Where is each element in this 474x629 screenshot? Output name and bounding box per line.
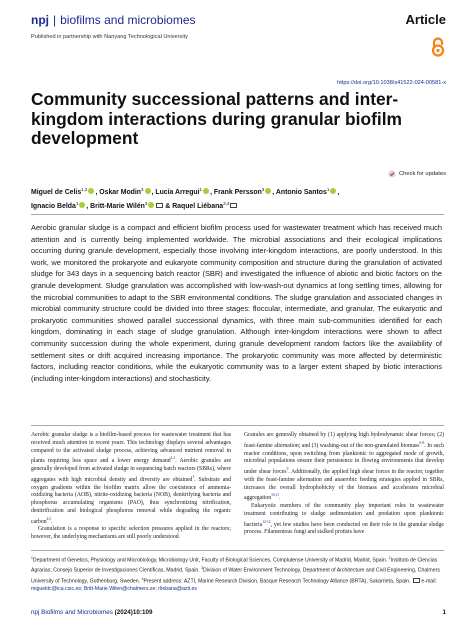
author-name: Miguel de Celis — [31, 189, 82, 196]
author-item[interactable]: Frank Persson$^3$ , — [213, 187, 275, 196]
orcid-icon[interactable] — [265, 188, 271, 194]
article-title: Community successional patterns and inter-kingdom interactions during granular biofilm development — [31, 89, 403, 149]
divider — [31, 214, 444, 215]
journal-header — [31, 13, 196, 27]
divider — [31, 550, 444, 551]
journal-name[interactable]: biofilms and microbiomes — [60, 13, 196, 27]
author-affiliation-ref: 3,4 — [223, 201, 230, 207]
body-paragraph: Granulation is a response to specific selection pressures applied in the reactors; however, the underlying mechanisms are still poorly understood. — [31, 526, 231, 541]
author-affiliation-ref: 3 — [261, 187, 265, 192]
open-access-icon[interactable] — [430, 37, 446, 57]
author-item[interactable]: Oskar Modin$^3$ , — [99, 187, 154, 196]
author-item[interactable]: Lucía Arregui$^1$ , — [155, 187, 212, 196]
page-footer — [31, 609, 152, 616]
divider — [31, 425, 444, 426]
author-affiliation-ref: 1,2 — [81, 187, 88, 192]
orcid-icon[interactable] — [145, 188, 151, 194]
author-name: Oskar Modin — [99, 189, 142, 196]
author-name: Antonio Santos — [275, 189, 327, 196]
citation-ref[interactable]: 12-14 — [262, 519, 271, 524]
author-list — [31, 184, 441, 213]
journal-npj: npj — [31, 13, 49, 27]
citation-ref[interactable]: 10,11 — [271, 493, 280, 498]
doi-link[interactable]: https://doi.org/10.1038/s41522-024-00581-x — [337, 80, 446, 86]
article-type-label: Article — [405, 12, 446, 27]
body-column-right — [244, 432, 444, 537]
orcid-icon[interactable] — [88, 188, 94, 194]
orcid-icon[interactable] — [148, 202, 154, 208]
body-paragraph: Granules are generally obtained by (1) applying high hydrodynamic shear forces; (2) feast-famine alternation; and (3) washing-out of the non-granulated biomass$^{6-8}$. In such reactor conditions, upon switching from planktonic to aggregated mode of growth, microbial populations ensure their persistence in flowing environments that develop under shear forces$^9$. Additionally, the applied high shear forces in the reactor, together with the feast-famine alternation and anaerobic feeding strategies applied in SBRs, increases the overall hydrophobicity of the biomass and accelerates microbial aggregation$^{10,11}$. — [244, 432, 444, 502]
affiliation-2: Instituto de Ciencias Agrarias; Consejo Superior de Investigaciones Científicas, Madrid, Spain. — [31, 557, 438, 575]
email-icon[interactable] — [230, 203, 237, 208]
author-item[interactable]: Britt-Marie Wilén$^3$ & — [90, 201, 171, 211]
email-icon — [413, 578, 420, 583]
author-item[interactable] — [172, 203, 237, 210]
author-item[interactable]: Ignacio Belda$^1$ , — [31, 201, 89, 211]
author-affiliation-ref: 3 — [141, 187, 144, 192]
check-updates-button[interactable] — [388, 170, 446, 178]
corresponding-emails[interactable]: migueldc@ica.csic.es; Britt-Marie.Wilen@chalmers.se; rliebana@azti.es — [31, 586, 197, 593]
orcid-icon[interactable] — [203, 188, 209, 194]
citation-ref[interactable]: 1,2 — [170, 456, 176, 461]
page-number: 1 — [442, 609, 446, 616]
citation-ref[interactable]: 9 — [286, 467, 289, 472]
partnership-note: Published in partnership with Nanyang Technological University — [31, 34, 188, 40]
author-name: Britt-Marie Wilén — [90, 203, 145, 211]
author-name: Raquel Liébana — [172, 203, 224, 211]
body-column-left — [31, 432, 231, 542]
affiliation-4: Present address: AZTI, Marine Research Division, Basque Research Technology Alliance (BRTA), Sukarrieta, Spain. — [143, 578, 411, 585]
author-affiliation-ref: 1 — [326, 187, 330, 192]
author-affiliation-ref: 1 — [199, 187, 203, 192]
orcid-icon[interactable] — [79, 202, 85, 208]
citation-ref[interactable]: 3 — [192, 474, 195, 479]
affiliations: $^1$Department of Genetics, Physiology and Microbiology, Microbiology Unit, Faculty of Biological Sciences, Complutense University of Madrid, Madrid, Spain. $^2$Instituto de Ciencias Agrarias; Consejo Superior de Investigaciones Científicas, Madrid, Spain. $^3$Division of Water Environment Technology, Department of Architecture and Civil Engineering, Chalmers University of Technology, Gothenburg, Sweden. $^4$Present address: AZTI, Marine Research Division, Basque Research Technology Alliance (BRTA), Sukarrieta, Spain. e-mail: migueldc@ica.csic.es; Britt-Marie.Wilen@chalmers.se; rliebana@azti.es — [31, 556, 440, 593]
author-affiliation-ref: 1 — [75, 201, 79, 207]
journal-separator: | — [53, 13, 57, 27]
author-name: Ignacio Belda — [31, 203, 76, 211]
footer-volume: (2024)10:109 — [114, 609, 153, 616]
author-affiliation-ref: 3 — [144, 201, 148, 207]
citation-ref[interactable]: 4,5 — [46, 516, 52, 521]
footer-journal[interactable]: npj Biofilms and Microbiomes — [31, 609, 113, 616]
check-updates-label: Check for updates — [398, 171, 446, 177]
abstract-text: Aerobic granular sludge is a compact and efficient biofilm process used for wastewater treatment which has received much attention and is currently being implemented worldwide. The microbial associations and their ecological implications occurring during granule development, especially those involving inter-kingdom interactions, are poorly understood. In this work, we monitored the prokaryote and eukaryote community composition and structure during the granulation of activated sludge for 343 days in a sequencing batch reactor (SBR) and investigated the influence of abiotic and biotic factors on the granule development. Sludge granulation was accomplished with low-wash-out dynamics at long settling times, allowing for the microbial communities to adapt to the SBR environmental conditions. The sludge granulation and associated changes in microbial community structure could be divided into three stages: floccular, intermediate, and granular. The eukaryotic and prokaryotic communities showed parallel successional dynamics, with three main sub-communities identified for each kingdom, dominating in each stage of sludge granulation. Although inter-kingdom interactions were shown to affect community succession during the whole experiment, during granule development random factors like the availability of settlement sites or drift acquired increasing importance. The prokaryotic community was more affected by deterministic factors, including reactor conditions, while the eukaryotic community was to a larger extent shaped by biotic interactions (including inter-kingdom interactions) and stochasticity. — [31, 223, 442, 383]
email-label: e-mail: — [421, 578, 437, 585]
author-item[interactable]: Miguel de Celis$^{1,2}$ , — [31, 187, 98, 196]
affiliation-1: Department of Genetics, Physiology and Microbiology, Microbiology Unit, Faculty of Biological Sciences, Complutense University of Madrid, Madrid, Spain. — [32, 557, 388, 564]
author-name: Lucía Arregui — [155, 189, 200, 196]
check-updates-icon — [388, 170, 396, 178]
orcid-icon[interactable] — [330, 188, 336, 194]
affiliation-3: Division of Water Environment Technology, Department of Architecture and Civil Engineering, Chalmers University of Technology, Gothenburg, Sweden. — [31, 568, 440, 585]
citation-ref[interactable]: 6-8 — [419, 440, 425, 445]
body-paragraph: Eukaryotic members of the community play important roles in wastewater treatment contributing to sludge sedimentation and predation upon planktonic bacteria$^{12-14}$, yet few studies have been conducted on their role in the granular sludge process. Filamentous fungi and stalked protists have — [244, 503, 444, 536]
author-name: Frank Persson — [213, 189, 262, 196]
author-item[interactable]: Antonio Santos$^1$ , — [275, 187, 340, 196]
body-paragraph: Aerobic granular sludge is a biofilm-based process for wastewater treatment that has received much attention in recent years. This technology displays several advantages compared to the activated sludge process, achieving advanced nutrient removal in plants requiring less space and a lower energy demand$^{1,2}$. Aerobic granules are generally developed from activated sludge in sequencing batch reactors (SBRs), where aggregates with high microbial density and diversity are obtained$^3$. Substrate and oxygen gradients within the biofilm matrix allow the coexistence of ammonia-oxidizing bacteria (AOB), nitrite-oxidizing bacteria (NOB), denitrifying bacteria and phosphorus accumulating organisms (PAO), thus synchronizing nitrification, denitrification and biological phosphorus removal while degrading the organic carbon$^{4,5}$. — [31, 432, 232, 525]
